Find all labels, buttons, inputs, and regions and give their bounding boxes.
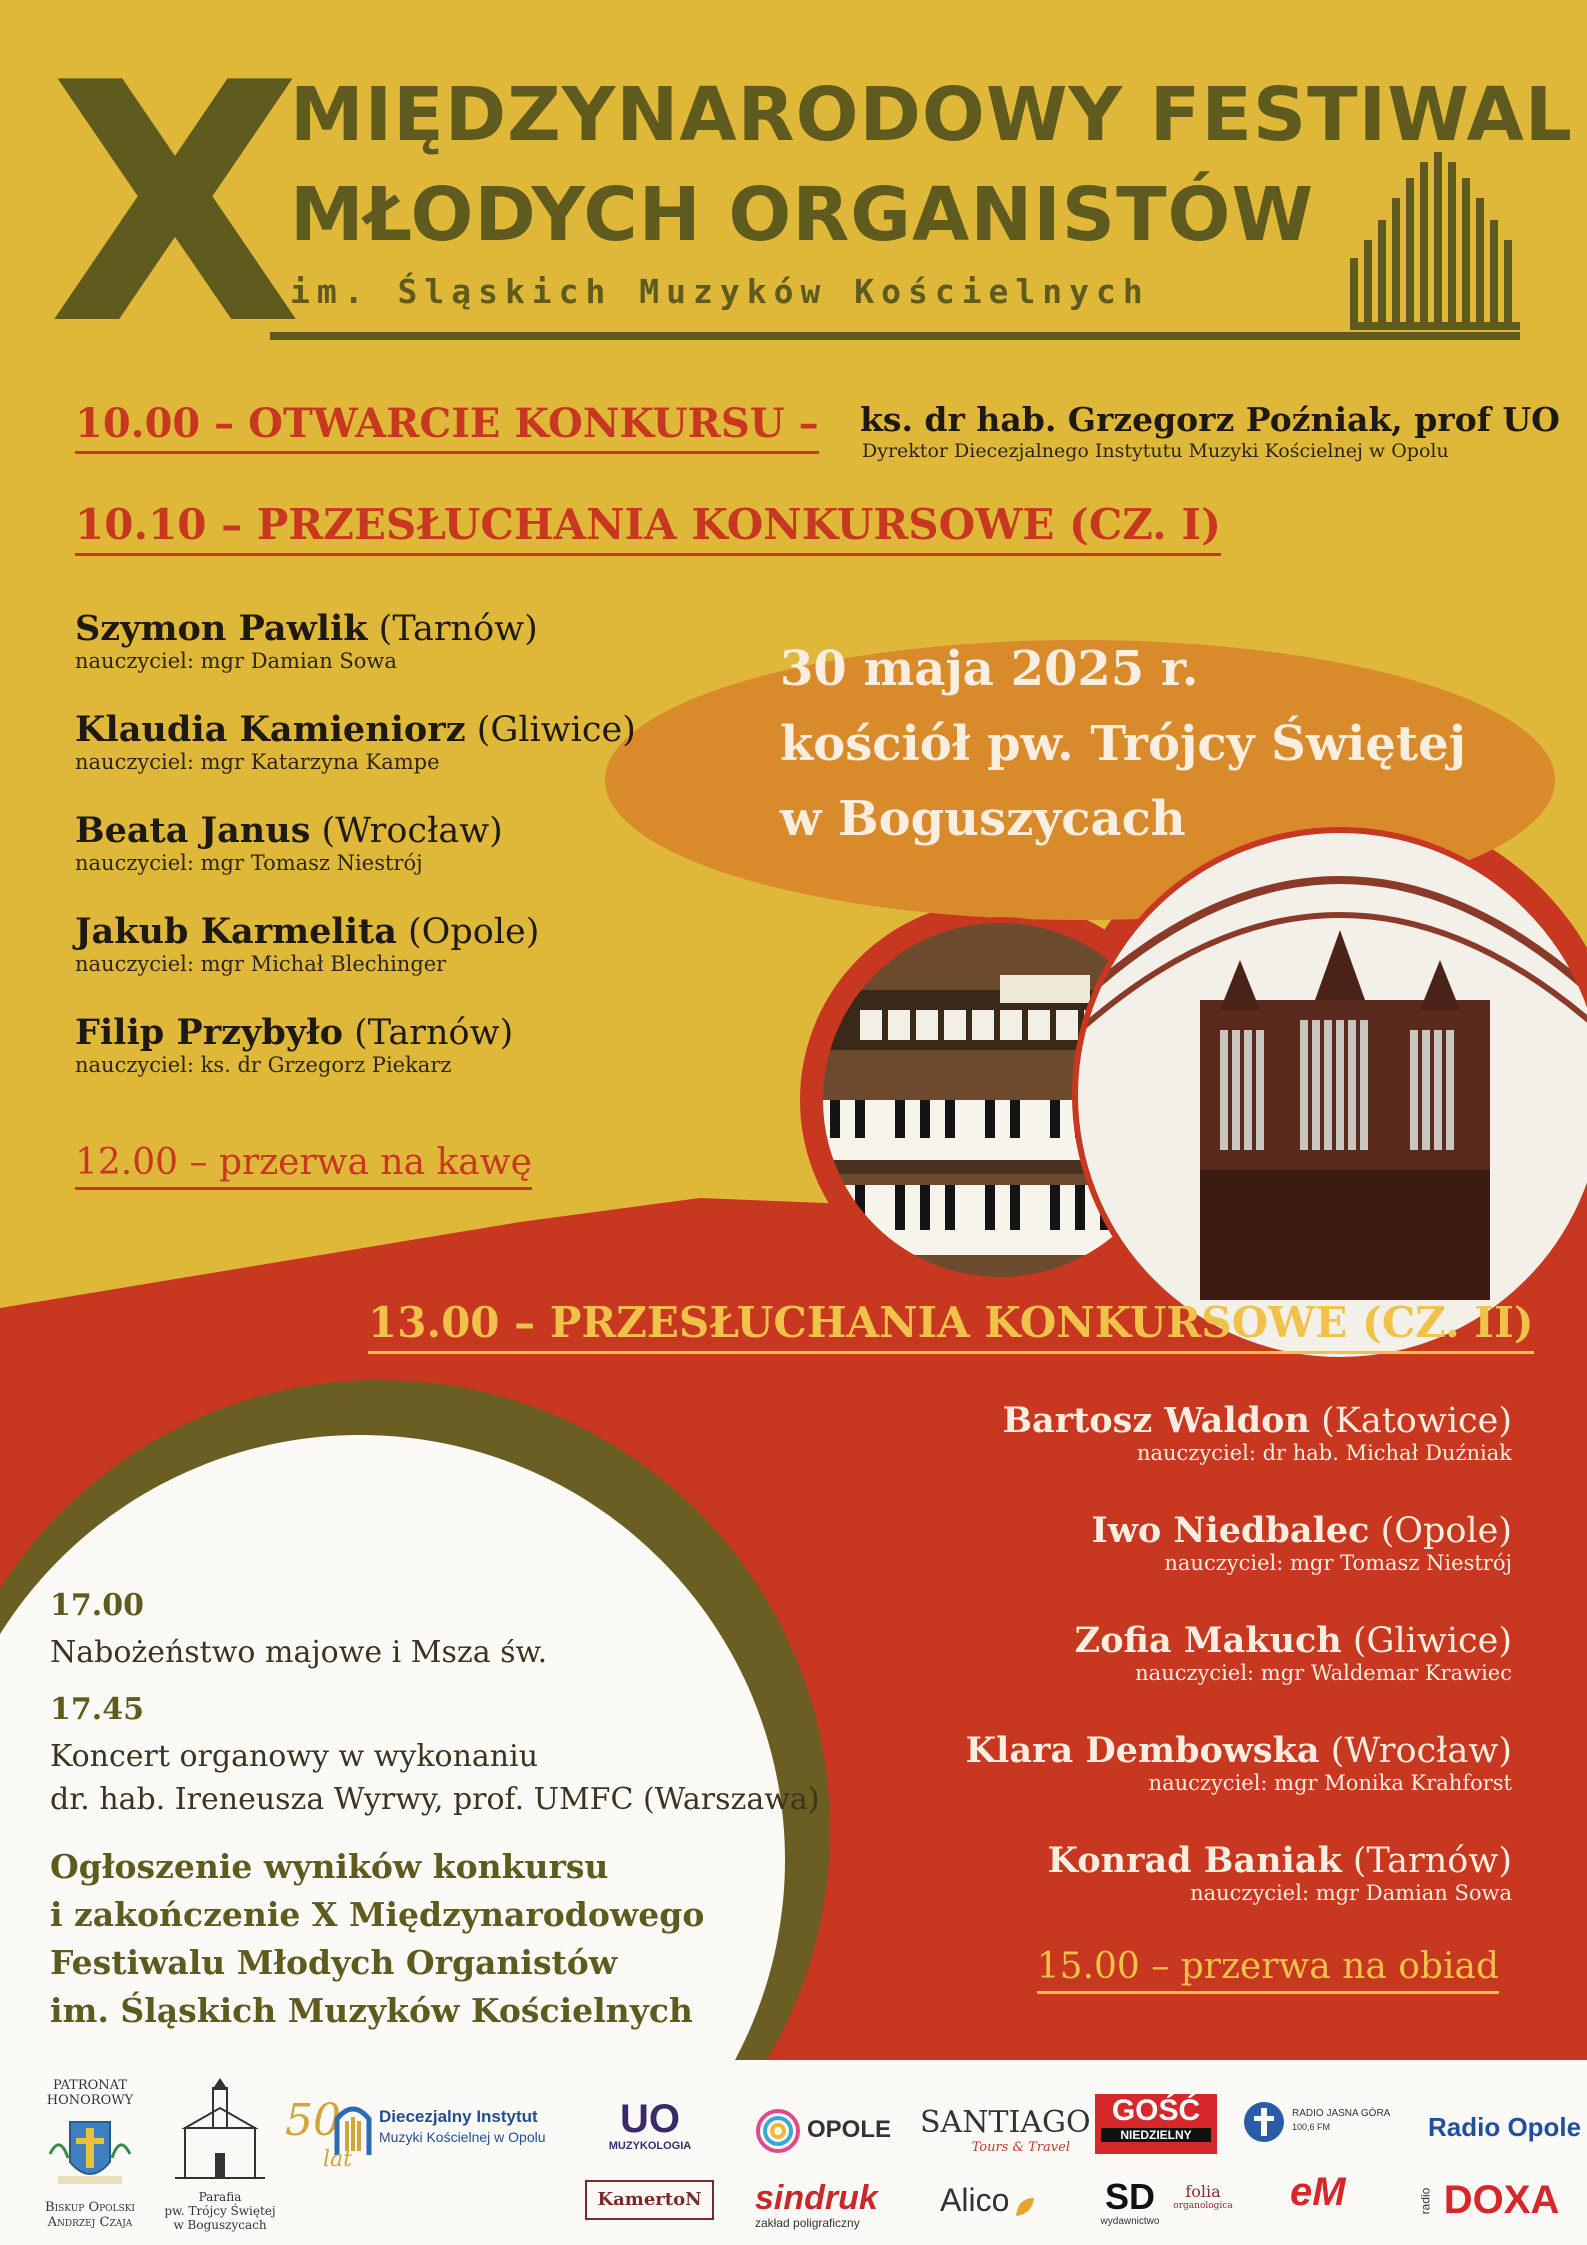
parish-line1: Parafia	[198, 2190, 242, 2204]
performer-entry	[792, 1510, 1512, 1620]
closing-announcement	[50, 1843, 819, 2035]
performer-name: Beata Janus	[75, 810, 311, 851]
patron-line2: HONOROWY	[46, 2093, 134, 2108]
uo-muzykologia-logo	[605, 2098, 695, 2152]
jasna-gora-icon	[1242, 2100, 1286, 2144]
institute-50: 50	[285, 2095, 341, 2146]
performer-city: (Tarnów)	[354, 1013, 514, 1053]
session2-heading: 13.00 – PRZESŁUCHANIA KONKURSOWE (CZ. II)	[368, 1298, 1534, 1354]
performer-city: (Gliwice)	[476, 710, 636, 750]
folia-text: folia	[1185, 2182, 1221, 2201]
performer-entry	[75, 1012, 636, 1113]
mass-item: Nabożeństwo majowe i Msza św.	[50, 1635, 548, 1670]
performer-teacher: nauczyciel: mgr Katarzyna Kampe	[75, 750, 440, 774]
header-underline	[270, 332, 1520, 340]
doxa-text: DOXA	[1443, 2178, 1560, 2222]
performer-name: Klaudia Kamieniorz	[75, 709, 466, 750]
performer-teacher: nauczyciel: ks. dr Grzegorz Piekarz	[75, 1053, 452, 1077]
performer-teacher: nauczyciel: mgr Tomasz Niestrój	[1164, 1551, 1512, 1575]
session2-performer-list	[792, 1400, 1512, 1930]
performer-name: Szymon Pawlik	[75, 608, 368, 649]
performer-entry	[75, 810, 636, 911]
event-venue-line2: w Boguszycach	[780, 791, 1186, 847]
festival-title-line2: MŁODYCH ORGANISTÓW	[290, 172, 1315, 258]
church-drawing-icon	[175, 2078, 265, 2188]
santiago-sub: Tours & Travel	[971, 2140, 1070, 2155]
performer-entry	[792, 1840, 1512, 1930]
alico-text: Alico	[940, 2182, 1010, 2218]
em-text: eM	[1290, 2170, 1346, 2214]
opening-speaker-role: Dyrektor Diecezjalnego Instytutu Muzyki Kościelnej w Opolu	[862, 440, 1449, 462]
radio-opole-logo: Radio Opole	[1428, 2112, 1582, 2142]
performer-city: (Tarnów)	[378, 609, 538, 649]
doxa-radio-text: radio	[1418, 2187, 1433, 2214]
time-1745: 17.45	[50, 1692, 144, 1727]
time-1700: 17.00	[50, 1588, 144, 1623]
parish-line3: w Boguszycach	[173, 2218, 267, 2232]
roman-numeral-x: X	[48, 13, 303, 397]
santiago-text: SANTIAGO	[920, 2105, 1091, 2140]
radio-em-logo	[1290, 2170, 1346, 2215]
session1-heading: 10.10 – PRZESŁUCHANIA KONKURSOWE (CZ. I)	[75, 500, 1221, 556]
concert-item-line1: Koncert organowy w wykonaniu	[50, 1739, 539, 1774]
performer-city: (Gliwice)	[1352, 1621, 1512, 1661]
jasna-gora-text: RADIO JASNA GÓRA	[1292, 2108, 1391, 2119]
performer-name: Bartosz Waldon	[1002, 1400, 1310, 1441]
closing-line3: Festiwalu Młodych Organistów	[50, 1943, 618, 1982]
sd-text: SD	[1104, 2176, 1155, 2217]
gosc-niedzielny-logo	[1095, 2094, 1217, 2154]
footer-sponsors	[0, 2070, 1587, 2245]
opening-speaker: ks. dr hab. Grzegorz Poźniak, prof UO	[860, 400, 1560, 439]
event-info	[780, 632, 1466, 857]
alico-leaf-icon	[1014, 2196, 1036, 2218]
performer-name: Filip Przybyło	[75, 1012, 343, 1053]
sindruk-logo	[755, 2180, 905, 2230]
performer-city: (Wrocław)	[321, 811, 503, 851]
festival-title-line1: MIĘDZYNARODOWY FESTIWAL	[290, 72, 1573, 158]
bishop-coat-of-arms-icon	[40, 2114, 140, 2194]
sd-sub: wydawnictwo	[1100, 2216, 1160, 2227]
performer-entry	[792, 1730, 1512, 1840]
performer-city: (Opole)	[408, 912, 540, 952]
opole-rings-icon	[755, 2108, 801, 2154]
performer-name: Konrad Baniak	[1047, 1840, 1342, 1881]
performer-city: (Wrocław)	[1330, 1731, 1512, 1771]
performer-name: Iwo Niedbalec	[1091, 1510, 1370, 1551]
muzykologia-text: MUZYKOLOGIA	[608, 2140, 692, 2152]
bishop-line2: Andrzej Czaja	[47, 2215, 133, 2230]
performer-entry	[75, 608, 636, 709]
closing-line1: Ogłoszenie wyników konkursu	[50, 1847, 609, 1886]
performer-name: Zofia Makuch	[1074, 1620, 1342, 1661]
performer-name: Klara Dembowska	[965, 1730, 1320, 1771]
lunch-break: 15.00 – przerwa na obiad	[1037, 1946, 1499, 1994]
performer-teacher: nauczyciel: mgr Tomasz Niestrój	[75, 851, 423, 875]
performer-city: (Opole)	[1380, 1511, 1512, 1551]
radio-doxa-logo	[1412, 2178, 1559, 2223]
organ-pipes-icon	[1350, 152, 1520, 330]
opole-text: OPOLE	[807, 2116, 892, 2143]
performer-entry	[792, 1400, 1512, 1510]
patron-line1: PATRONAT	[52, 2078, 128, 2093]
gosc-sub: NIEDZIELNY	[1101, 2128, 1211, 2142]
bishop-label	[30, 2200, 150, 2230]
performer-name: Jakub Karmelita	[75, 911, 397, 952]
coffee-break: 12.00 – przerwa na kawę	[75, 1142, 532, 1190]
performer-teacher: nauczyciel: mgr Monika Krahforst	[1148, 1771, 1512, 1795]
opening-heading: 10.00 – OTWARCIE KONKURSU –	[75, 400, 819, 454]
institute-line2: Muzyki Kościelnej w Opolu	[379, 2129, 546, 2145]
evening-programme	[50, 1588, 819, 2035]
session1-performer-list	[75, 608, 636, 1113]
performer-teacher: nauczyciel: mgr Waldemar Krawiec	[1135, 1661, 1512, 1685]
sindruk-text: sindruk	[755, 2179, 878, 2217]
performer-teacher: nauczyciel: mgr Damian Sowa	[1190, 1881, 1512, 1905]
closing-line4: im. Śląskich Muzyków Kościelnych	[50, 1991, 693, 2030]
alico-logo	[940, 2182, 1036, 2219]
concert-item-line2: dr. hab. Ireneusza Wyrwy, prof. UMFC (Warszawa)	[50, 1782, 820, 1817]
folia-sub: organologica	[1173, 2201, 1233, 2211]
institute-logo	[285, 2095, 575, 2175]
performer-entry	[792, 1620, 1512, 1730]
performer-city: (Tarnów)	[1352, 1841, 1512, 1881]
gosc-text: GOŚĆ	[1111, 2094, 1201, 2127]
institute-lat: lat	[323, 2147, 352, 2172]
performer-city: (Katowice)	[1321, 1401, 1512, 1441]
bishop-line1: Biskup Opolski	[45, 2200, 135, 2215]
performer-entry	[75, 709, 636, 810]
kamerton-logo: KamertoN	[585, 2180, 714, 2220]
santiago-logo	[920, 2105, 1091, 2155]
performer-teacher: nauczyciel: mgr Damian Sowa	[75, 649, 397, 673]
parish-line2: pw. Trójcy Świętej	[164, 2204, 276, 2218]
uo-text: UO	[620, 2097, 680, 2141]
event-venue-line1: kościół pw. Trójcy Świętej	[780, 716, 1466, 772]
performer-entry	[75, 911, 636, 1012]
performer-teacher: nauczyciel: mgr Michał Blechinger	[75, 952, 447, 976]
performer-teacher: nauczyciel: dr hab. Michał Duźniak	[1136, 1441, 1512, 1465]
event-date: 30 maja 2025 r.	[780, 641, 1199, 697]
sindruk-sub: zakład poligraficzny	[755, 2216, 860, 2230]
institute-line1: Diecezjalny Instytut	[379, 2107, 538, 2126]
patron-label	[40, 2078, 140, 2108]
jasna-gora-freq: 100,6 FM	[1292, 2122, 1331, 2132]
closing-line2: i zakończenie X Międzynarodowego	[50, 1895, 705, 1934]
sd-logo	[1095, 2178, 1165, 2227]
parish-label	[160, 2190, 280, 2232]
festival-subtitle: im. Śląskich Muzyków Kościelnych	[290, 272, 1150, 311]
folia-logo	[1168, 2182, 1238, 2211]
